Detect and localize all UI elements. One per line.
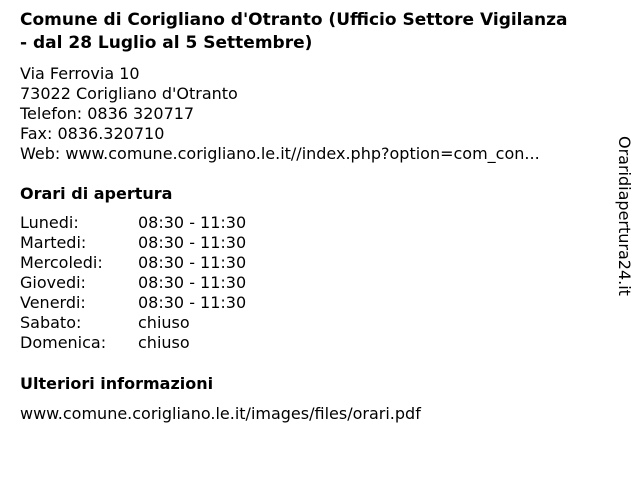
day-label: Venerdi:	[20, 293, 86, 312]
address-block	[20, 64, 600, 164]
city-address: 73022 Corigliano d'Otranto	[20, 84, 238, 103]
day-label: Mercoledi:	[20, 253, 103, 272]
hours-row-wednesday	[20, 253, 246, 273]
further-info-heading: Ulteriori informazioni	[20, 374, 214, 393]
hours-value: 08:30 - 11:30	[138, 233, 247, 252]
hours-value: chiuso	[138, 333, 190, 352]
schedule-pdf-link[interactable]: www.comune.corigliano.le.it/images/files/orari.pdf	[20, 404, 421, 423]
opening-hours-heading: Orari di apertura	[20, 184, 173, 203]
hours-value: 08:30 - 11:30	[138, 273, 247, 292]
hours-row-tuesday	[20, 233, 246, 253]
hours-row-friday	[20, 293, 246, 313]
hours-value: 08:30 - 11:30	[138, 253, 247, 272]
street-address: Via Ferrovia 10	[20, 64, 140, 83]
site-watermark: Oraridiapertura24.it	[615, 136, 634, 296]
page-title: Comune di Corigliano d'Otranto (Ufficio Settore Vigilanza - dal 28 Luglio al 5 Settembre)	[20, 10, 568, 53]
day-label: Giovedi:	[20, 273, 86, 292]
phone-number: Telefon: 0836 320717	[20, 104, 195, 123]
day-label: Lunedi:	[20, 213, 79, 232]
opening-hours-table	[20, 213, 246, 353]
day-label: Martedi:	[20, 233, 87, 252]
hours-value: 08:30 - 11:30	[138, 213, 247, 232]
hours-row-saturday	[20, 313, 246, 333]
hours-value: chiuso	[138, 313, 190, 332]
day-label: Sabato:	[20, 313, 82, 332]
day-label: Domenica:	[20, 333, 107, 352]
website-link[interactable]: Web: www.comune.corigliano.le.it//index.php?option=com_con...	[20, 144, 540, 163]
hours-value: 08:30 - 11:30	[138, 293, 247, 312]
hours-row-thursday	[20, 273, 246, 293]
hours-row-monday	[20, 213, 246, 233]
fax-number: Fax: 0836.320710	[20, 124, 165, 143]
hours-row-sunday	[20, 333, 246, 353]
